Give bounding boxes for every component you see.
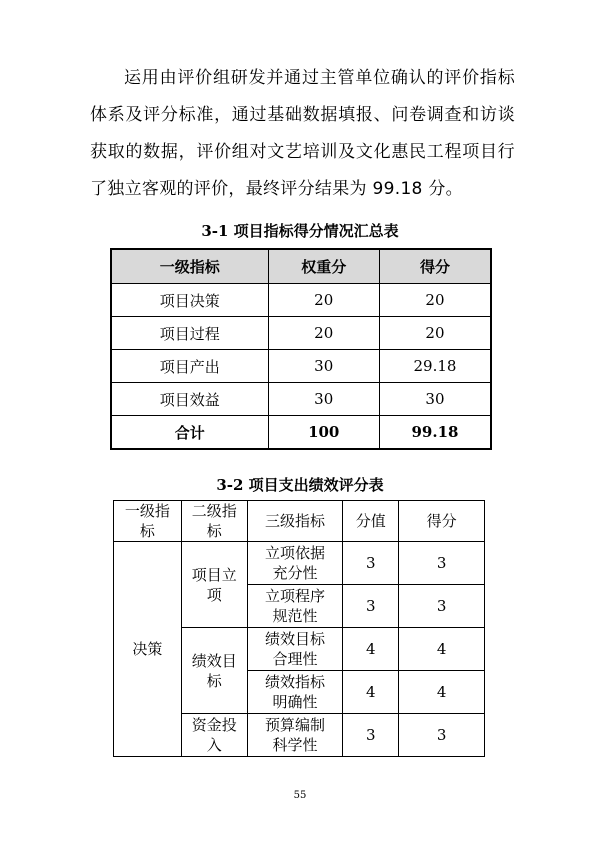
level3-cell: 立项依据 充分性 xyxy=(247,542,343,585)
header-score: 得分 xyxy=(379,249,491,284)
table-row xyxy=(111,383,491,416)
row-score: 29.18 xyxy=(379,350,491,383)
row-score: 20 xyxy=(379,317,491,350)
level3-cell: 绩效指标 明确性 xyxy=(247,671,343,714)
level3-cell: 预算编制 科学性 xyxy=(247,714,343,757)
intro-paragraph xyxy=(90,60,515,208)
score-cell: 4 xyxy=(399,628,485,671)
table-header-row xyxy=(111,249,491,284)
row-name: 项目产出 xyxy=(111,350,268,383)
table1-caption: 3-1 项目指标得分情况汇总表 xyxy=(201,222,399,240)
intro-line: 客观的评价，最终评分结果为 99.18 分。 xyxy=(141,179,463,199)
table2-caption: 3-2 项目支出绩效评分表 xyxy=(216,476,384,494)
header-level2: 二级指 标 xyxy=(181,501,247,542)
table-row xyxy=(111,284,491,317)
intro-line: 运用由评价组研发并通过主管单位确认的评价指标体 xyxy=(90,68,515,125)
page-number: 55 xyxy=(293,790,307,801)
level2-cell: 资金投 入 xyxy=(181,714,247,757)
score-cell: 4 xyxy=(399,671,485,714)
table-header-row xyxy=(114,501,485,542)
value-cell: 4 xyxy=(343,628,399,671)
score-cell: 3 xyxy=(399,585,485,628)
header-score: 得分 xyxy=(399,501,485,542)
intro-line: 系及评分标准，通过基础数据填报、问卷调查和访谈获取 xyxy=(90,105,515,162)
row-name: 项目决策 xyxy=(111,284,268,317)
performance-score-table xyxy=(113,500,485,757)
total-row xyxy=(111,416,491,450)
header-level3: 三级指标 xyxy=(247,501,343,542)
level2-cell: 绩效目 标 xyxy=(181,628,247,714)
level2-cell: 项目立 项 xyxy=(181,542,247,628)
table-row xyxy=(114,542,485,585)
value-cell: 3 xyxy=(343,585,399,628)
row-weight: 20 xyxy=(268,317,379,350)
total-name: 合计 xyxy=(111,416,268,450)
row-score: 30 xyxy=(379,383,491,416)
level3-cell: 绩效目标 合理性 xyxy=(247,628,343,671)
header-level1: 一级指 标 xyxy=(114,501,182,542)
table-row xyxy=(111,317,491,350)
value-cell: 3 xyxy=(343,714,399,757)
intro-text xyxy=(90,60,515,208)
header-value: 分值 xyxy=(343,501,399,542)
header-level1: 一级指标 xyxy=(111,249,268,284)
level1-cell: 决策 xyxy=(114,542,182,757)
row-weight: 30 xyxy=(268,350,379,383)
header-weight: 权重分 xyxy=(268,249,379,284)
row-name: 项目效益 xyxy=(111,383,268,416)
level3-cell: 立项程序 规范性 xyxy=(247,585,343,628)
row-weight: 20 xyxy=(268,284,379,317)
total-weight: 100 xyxy=(268,416,379,450)
score-summary-table xyxy=(110,248,492,450)
value-cell: 4 xyxy=(343,671,399,714)
row-weight: 30 xyxy=(268,383,379,416)
row-score: 20 xyxy=(379,284,491,317)
intro-line: 的数据，评价组对文艺培训及文化惠民工程项目行了独立 xyxy=(90,142,515,199)
table-row xyxy=(111,350,491,383)
score-cell: 3 xyxy=(399,542,485,585)
row-name: 项目过程 xyxy=(111,317,268,350)
total-score: 99.18 xyxy=(379,416,491,450)
score-cell: 3 xyxy=(399,714,485,757)
value-cell: 3 xyxy=(343,542,399,585)
